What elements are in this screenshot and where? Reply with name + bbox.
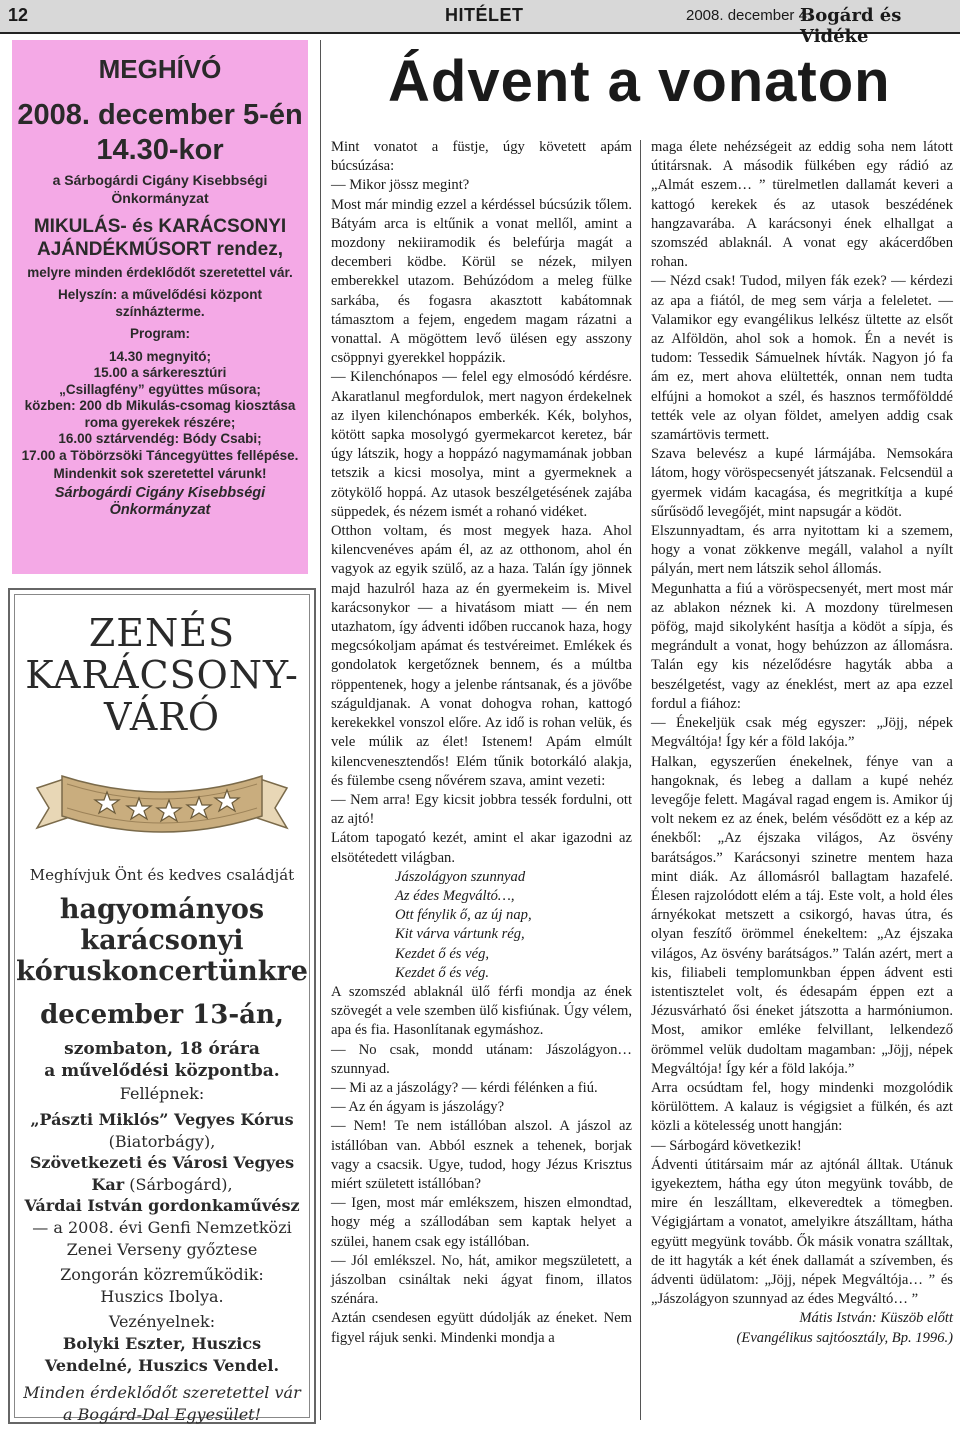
poem-line: Kezdet ő és vég, — [395, 945, 490, 962]
article-signature: Mátis István: Küszöb előtt — [799, 1310, 953, 1327]
concert-title-line: VÁRÓ — [103, 694, 221, 739]
article-paragraph: Megunhatta a fiú a vöröspecsenyét, mert most már az ablakon néznek ki. A mozdony türelmesen pöfög, majd sikolyként hasítja a ködöt a sípja, és megrándult a vonat, hogy behúzzon az állomásra. Talán egy kis nézelődésre hagyták abba a beszélgetést, vagy az éneklést, mert az apa ezzel fordul a fiához: — [651, 580, 953, 712]
concert-box — [8, 588, 316, 1424]
article-source: (Evangélikus sajtóosztály, Bp. 1996.) — [736, 1329, 953, 1346]
venue-line: színházterme. — [115, 303, 205, 319]
article-paragraph: Elszunnyadtam, és arra nyitottam ki a szemem, hogy a vonat zökkenve megáll, valahol a nyílt pályán, mert nem látszik sehol állomás. — [651, 523, 953, 578]
performer-choir-line — [15, 1174, 309, 1196]
article-paragraph: — Mi az a jászolágy? — kérdi félénken a fiú. — [331, 1079, 598, 1096]
organizer-line: a Sárbogárdi Cigány Kisebbségi — [52, 172, 268, 189]
article-paragraph: Mint vonatot a füstje, úgy követett apám búcsúzása: — [331, 139, 632, 175]
article-paragraph: Most már mindig ezzel a kérdéssel búcsúzik tőlem. Bátyám arca is eltűnik a vonat mellől, amint a mozdony nekiiramodik és belefúrja magát a decemberi ködbe. Körül se nézek, milyen emberekkel utazom. Behúzódom a meleg fülke sarkába, és fogasra akasztott kabátomnak támasztom a fejem, engedem magam rázatni a vonattal. A mögöttem levő ülésen egy asszony csöppnyi gyerekkel hoppázik. — [331, 196, 632, 367]
article-paragraph: — Mikor jössz megint? — [331, 177, 470, 194]
article-paragraph: Látom tapogató kezét, amint el akar igazodni az elsötétedett világban. — [331, 830, 632, 866]
poem-line: Jászolágyon szunnyad — [395, 868, 526, 885]
article-paragraph: Aztán csendesen együtt dúdolják az éneket. Nem figyel rájuk senki. Mindenki mondja a — [331, 1310, 632, 1346]
venue-line: Helyszín: a művelődési központ — [57, 287, 263, 303]
invitation-title: MEGHÍVÓ — [98, 54, 222, 84]
invitation-signature: Önkormányzat — [109, 502, 211, 519]
conductors: Bolyki Eszter, Huszics — [62, 1333, 262, 1353]
conductors-label: Vezényelnek: — [108, 1312, 216, 1332]
event-name — [12, 215, 308, 261]
conductors: Vendelné, Huszics Vendel. — [44, 1355, 280, 1375]
article-column-1 — [331, 138, 632, 1348]
section-title: HITÉLET — [445, 5, 524, 25]
concert-date: december 13-án, — [40, 999, 284, 1030]
star-ribbon-illustration — [27, 748, 297, 858]
article-paragraph: — Az én ágyam is jászolágy? — [331, 1099, 505, 1116]
program-item: 17.00 a Töbörzsöki Táncegyüttes fellépése. — [21, 447, 299, 463]
performer-choir: Szövetkezeti és Városi Vegyes — [29, 1153, 295, 1173]
concert-headline — [15, 894, 309, 987]
article-title: Ádvent a vonaton — [388, 49, 891, 114]
poem-line: Ott fénylik ő, az új nap, — [395, 907, 532, 924]
invitation-time-line: 14.30-kor — [96, 134, 224, 167]
article-paragraph: — No csak, mondd utánam: Jászolágyon… szunnyad. — [331, 1041, 632, 1077]
article-paragraph: — Nézd csak! Tudod, milyen fák ezek? — kérdezi az apa a fiától, de meg sem várja a feleletet. — Valamikor egy evangélikus lelkész ültette az elsőt az Alföldön, ahol sok a homok. Én a nevét is tudom: Tessedik Sámuelnek hívták. Nagyon jó fa ám ez, mert ahova elültették, onnan nem tudta elfújni a homokot a szél, és hasznos termőfölddé tették vele az olyan földet, amelyen addig csak szamártövis termett. — [651, 273, 953, 444]
concert-title — [15, 613, 309, 738]
article-paragraph: — Nem! Te nem istállóban alszol. A jászol az istállóban van. Abból esznek a tehenek, borjak vagy a csacsik. Ugye, tudod, hogy Jézus Krisztus miért született istállóban? — [331, 1118, 632, 1192]
concert-time: szombaton, 18 órára — [64, 1038, 260, 1059]
concert-invite-text: Meghívjuk Önt és kedves családját — [29, 866, 295, 885]
program-label: Program: — [129, 326, 190, 342]
concert-inner-frame — [14, 594, 310, 1424]
poem-line: Kezdet ő és vég. — [395, 964, 490, 981]
article-paragraph: maga élete nehézségeit az eddig soha nem látott útitársnak. A második fülkében egy rádió az „Almát eszem… ” türelmetlen dallamát keveri a kattogó kerekek és az utasok beszédének hangzavarába. A karácsonyi ének elhallgat a szomszéd ablaknál. A vonat egy akácerdőben rohan. — [651, 139, 953, 271]
closing-line: Mindenkit sok szeretettel várunk! — [53, 466, 267, 482]
column-divider-right — [640, 140, 641, 1420]
article-paragraph: — Kilenchónapos — felel egy elmosódó kérdésre. Akaratlanul megfordulok, mert nagyon érdekelnek az ilyen kilenchónapos emberkék. Kék, bolyhos, kötött sapka mosolygó gyermekarcot keretez, bár úgy látszik, hogy a hoppázó nagymamának jobban tetszik a kicsi mosolya, mint a gyermeknek a zötykölő hoppá. Az utasok beszélgetésének zajába süppedek, és nézem ismét a rohanó vidéket. — [331, 369, 632, 520]
program-item: 15.00 a sárkeresztúri — [93, 365, 227, 381]
cellist-award: Zenei Verseny győztese — [66, 1239, 258, 1259]
program-item: 14.30 megnyitó; — [108, 348, 212, 364]
article-paragraph: — Igen, most már emlékszem, hiszen elmondtad, hogy még a szállodában sem kaptak helyet a szülei, hanem csak egy istállóban. — [331, 1195, 632, 1250]
program-item: roma gyerekek részére; — [84, 414, 236, 430]
event-name-line: AJÁNDÉKMŰSORT rendez, — [37, 238, 283, 260]
welcome-line: melyre minden érdeklődőt szeretettel vár. — [27, 264, 293, 280]
performers-label: Fellépnek: — [119, 1084, 205, 1104]
concert-footer: Minden érdeklődőt szeretettel vár — [23, 1383, 301, 1403]
program-item: „Csillagfény” együttes műsora; — [59, 381, 261, 397]
article-paragraph: Szava belevész a kupé lármájába. Nemsokára látom, hogy vöröspecsenyét játszanak. Felcsendül a gyermek vidám kacagása, és megritkítja a kupé sűrűsödő levegőjét, mint napsugár a ködöt. — [651, 446, 953, 520]
publication-name: Bogárd és Vidéke — [800, 5, 902, 47]
concert-headline-line: hagyományos — [59, 894, 265, 926]
article-paragraph: Arra ocsúdtam fel, hogy mindenki mozgolódik körülöttem. A kalauz is végigsiet a fülkén, és azt közli a kötelesség unott hangján: — [651, 1079, 953, 1135]
concert-venue: a művelődési központba. — [44, 1061, 280, 1082]
program-item: 16.00 sztárvendég: Bódy Csabi; — [58, 431, 262, 447]
article-paragraph: — Nem arra! Egy kicsit jobbra tessék fordulni, ott az ajtó! — [331, 791, 632, 828]
page-number: 12 — [8, 5, 29, 25]
article-paragraph: — Énekeljük csak még egyszer: „Jöjj, népek Megváltója! Így kér a föld lakója.” — [651, 715, 953, 751]
performer-cellist: Várdai István gordonkaművész — [24, 1196, 300, 1216]
poem-line: Az édes Megváltó…, — [395, 887, 515, 904]
poem — [331, 868, 632, 983]
invitation-box — [12, 40, 308, 574]
program-item: közben: 200 db Mikulás-csomag kiosztása — [24, 398, 296, 414]
invitation-signature: Sárbogárdi Cigány Kisebbségi — [54, 484, 266, 501]
article-paragraph: A szomszéd ablaknál ülő férfi mondja az ének szövegét a vele szemben ülő kisfiúnak. Úgy vélem, apa és fia. Hasonlítanak egymáshoz. — [331, 983, 632, 1039]
invitation-date-line: 2008. december 5-én — [17, 98, 303, 131]
cellist-award: — a 2008. évi Genfi Nemzetközi — [32, 1217, 292, 1237]
article-paragraph: — Jól emlékszel. No, hát, amikor megszületett, a jászolban csináltak neki ágyat finom, illatos szénára. — [331, 1252, 632, 1308]
organizer-line: Önkormányzat — [111, 189, 209, 206]
concert-title-line: KARÁCSONY- — [25, 652, 299, 697]
page-header — [0, 0, 960, 47]
performer-choir-name: Kar — [91, 1174, 125, 1194]
performer-choir: „Pászti Miklós” Vegyes Kórus — [30, 1110, 294, 1129]
poem-line: Kit várva vártunk rég, — [395, 926, 525, 943]
concert-title-line: ZENÉS — [88, 611, 236, 655]
invitation-date — [12, 98, 308, 169]
article-paragraph: Halkan, egyszerűen énekelnek, fénye van a hangoknak, és lebeg a dallam a kupé nehéz levegője felett. Magával ragad engem is. Amikor új volt nekem ez az ének, belém vésődött ez a kép az énekből: „Az éjszaka világos, Az ösvény barátságos.” Karácsonyi szinetre mentem haza mint diák. Az állomásról ballagtam hazafelé. Élesen rajzolódott elém a táj. Este volt, a hold éles árnyékokat metszett a csikorgó, havas útra, és olyan feszítő örömmel énekeltem: „Az éjszaka világos, Az ösvény barátságos.” Talán azért, mert a kis, filiabeli templomunkban éppen ádvent esti istentisztelet volt, és édesapám éppen ezt a Jézusvárható ősi éneket játszotta a harmóniumon. Most, amikor emléke felvillant, lelkendező örömmel velük dudoltam magamban: „Jöjj, népek Megváltója! Így kér a föld lakója.” — [651, 753, 953, 1077]
performer-choir-place: (Biatorbágy), — [108, 1131, 216, 1151]
article-paragraph: Otthon voltam, és most megyek haza. Ahol kilencvenéves apám él, az az otthonom, ahol én vagyok az egyik szülő, az a haza. Talán így jönnek majd hazulról haza az én gyermekeim is. Mivel karácsonykor — a hivatásom miatt — én nem utazhatom, így ádventi időben ruccanok haza, hogy megcsókoljam apámat és testvéreimet. Emlékek és gondolatok kergetőznek bennem, és a múltba röppentenek, hogy a jelenbe rántsanak, és a jövőbe száguldjanak. A vonat dohogva rohan, kattogó kerekekkel vonszol előre. Az idő is rohan velük, és vele múlik az élet! Istenem! Apám elmúlt kilencvenesztendős! Elém tűnik botorkáló alakja, és fülembe cseng nővérem szava, amint vezeti: — [331, 523, 632, 789]
program-list — [12, 349, 308, 464]
pianist: Huszics Ibolya. — [100, 1286, 224, 1306]
concert-footer: a Bogárd-Dal Egyesület! — [62, 1404, 262, 1424]
performer-choir-place: (Sárbogárd), — [124, 1174, 233, 1194]
event-name-line: MIKULÁS- és KARÁCSONYI — [33, 215, 287, 237]
article-column-2 — [651, 138, 953, 1348]
issue-date: 2008. december 4. — [686, 7, 812, 24]
piano-label: Zongorán közreműködik: — [60, 1265, 264, 1285]
concert-headline-line: kóruskoncertünkre — [16, 956, 308, 988]
concert-headline-line: karácsonyi — [80, 925, 244, 957]
article-paragraph: Ádventi útitársaim már az ajtónál álltak. Utánuk igyekeztem, hátha egy úton megyünk tovább, de mire én leszálltam, elkeveredtek a tömegben. Végigjártam a vonatot, amelyikre átszálltam, hátha együtt megyünk tovább. Ők másik vonatra szálltak, de itt hagyták a két ének dallamát a szívemben, és ádventi üdülatom: „Jöjj, népek Megváltója… ” és „Jászolágyon szunnyad az édes Megváltó… ” — [651, 1156, 953, 1308]
organizer — [12, 172, 308, 206]
column-divider-left — [320, 40, 321, 1420]
article-paragraph: — Sárbogárd következik! — [651, 1137, 802, 1154]
